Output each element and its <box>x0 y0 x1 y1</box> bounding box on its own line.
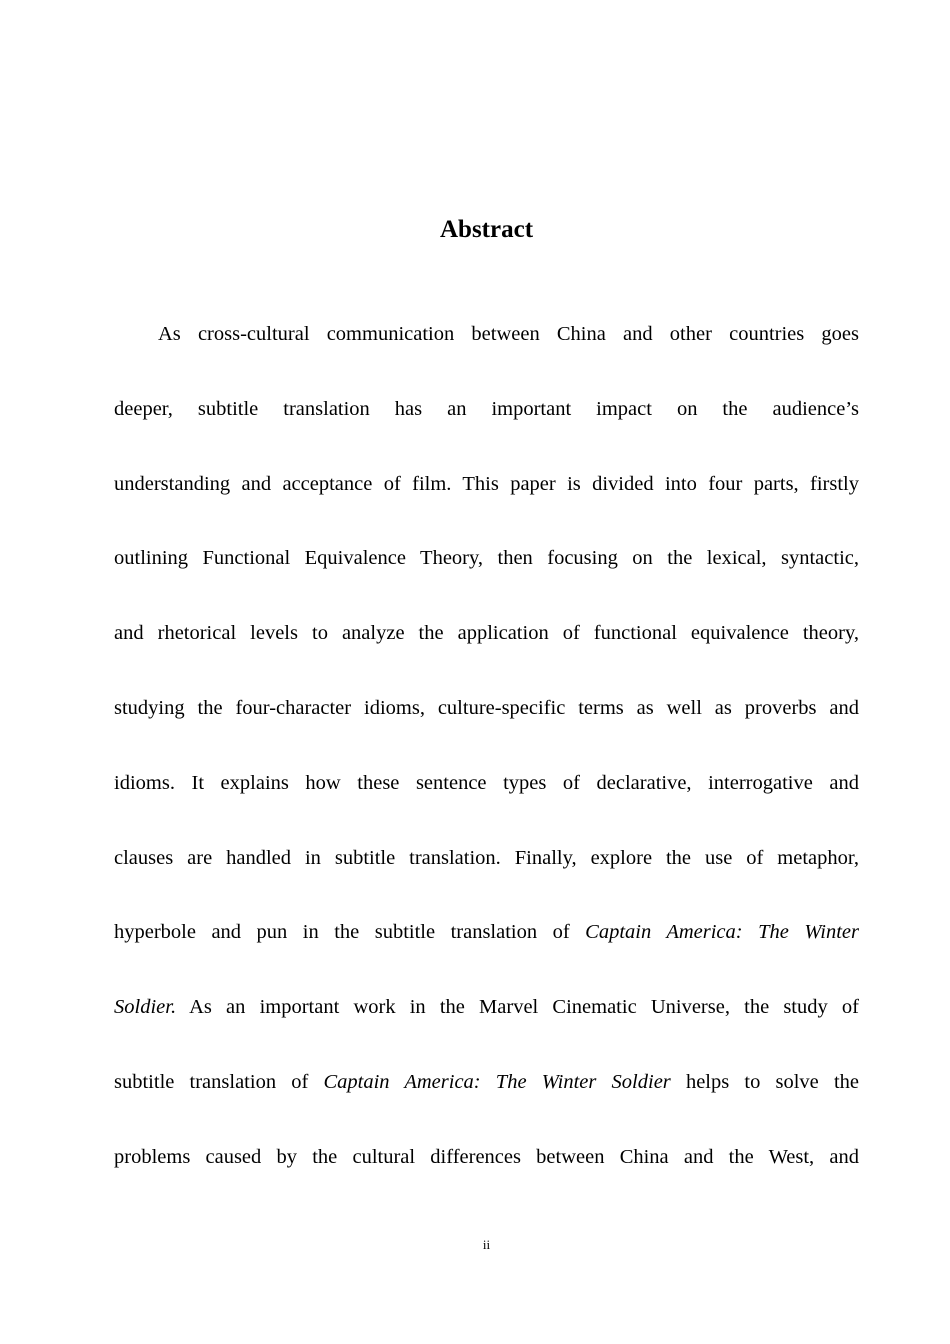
line-text: helps to solve the <box>670 1070 859 1093</box>
line-text: outlining Functional Equivalence Theory, then focusing on the lexical, syntactic, <box>114 547 859 570</box>
abstract-line <box>114 746 859 821</box>
abstract-line <box>114 447 859 522</box>
abstract-line <box>114 1045 859 1120</box>
abstract-line <box>114 521 859 596</box>
line-text: As cross-cultural communication between China and other countries goes <box>158 323 859 345</box>
abstract-title: Abstract <box>439 216 534 243</box>
line-text: clauses are handled in subtitle translation. Finally, explore the use of metaphor, <box>114 846 859 869</box>
abstract-line <box>114 596 859 671</box>
abstract-line <box>114 895 859 970</box>
line-text: idioms. It explains how these sentence types of declarative, interrogative and <box>114 771 859 794</box>
line-text: problems caused by the cultural differences between China and the West, and <box>114 1145 859 1168</box>
abstract-line <box>114 671 859 746</box>
line-text: understanding and acceptance of film. This paper is divided into four parts, firstly <box>114 472 859 495</box>
line-text: hyperbole and pun in the subtitle translation of <box>114 921 586 944</box>
abstract-line <box>114 821 859 896</box>
line-text: and rhetorical levels to analyze the application of functional equivalence theory, <box>114 622 859 645</box>
line-text: As an important work in the Marvel Cinematic Universe, the study of <box>176 996 859 1019</box>
abstract-body <box>114 297 859 1195</box>
film-title-italic: Captain America: The Winter Soldier <box>323 1070 671 1093</box>
film-title-italic: Soldier. <box>114 996 177 1019</box>
page-number: ii <box>482 1237 491 1252</box>
line-text: subtitle translation of <box>114 1070 324 1093</box>
line-text: deeper, subtitle translation has an important impact on the audience’s <box>114 397 859 420</box>
abstract-line <box>114 372 859 447</box>
film-title-italic: Captain America: The Winter <box>585 921 859 944</box>
line-text: studying the four-character idioms, culture-specific terms as well as proverbs and <box>114 696 859 719</box>
abstract-line <box>114 297 859 372</box>
abstract-line <box>114 970 859 1045</box>
abstract-line <box>114 1120 859 1195</box>
